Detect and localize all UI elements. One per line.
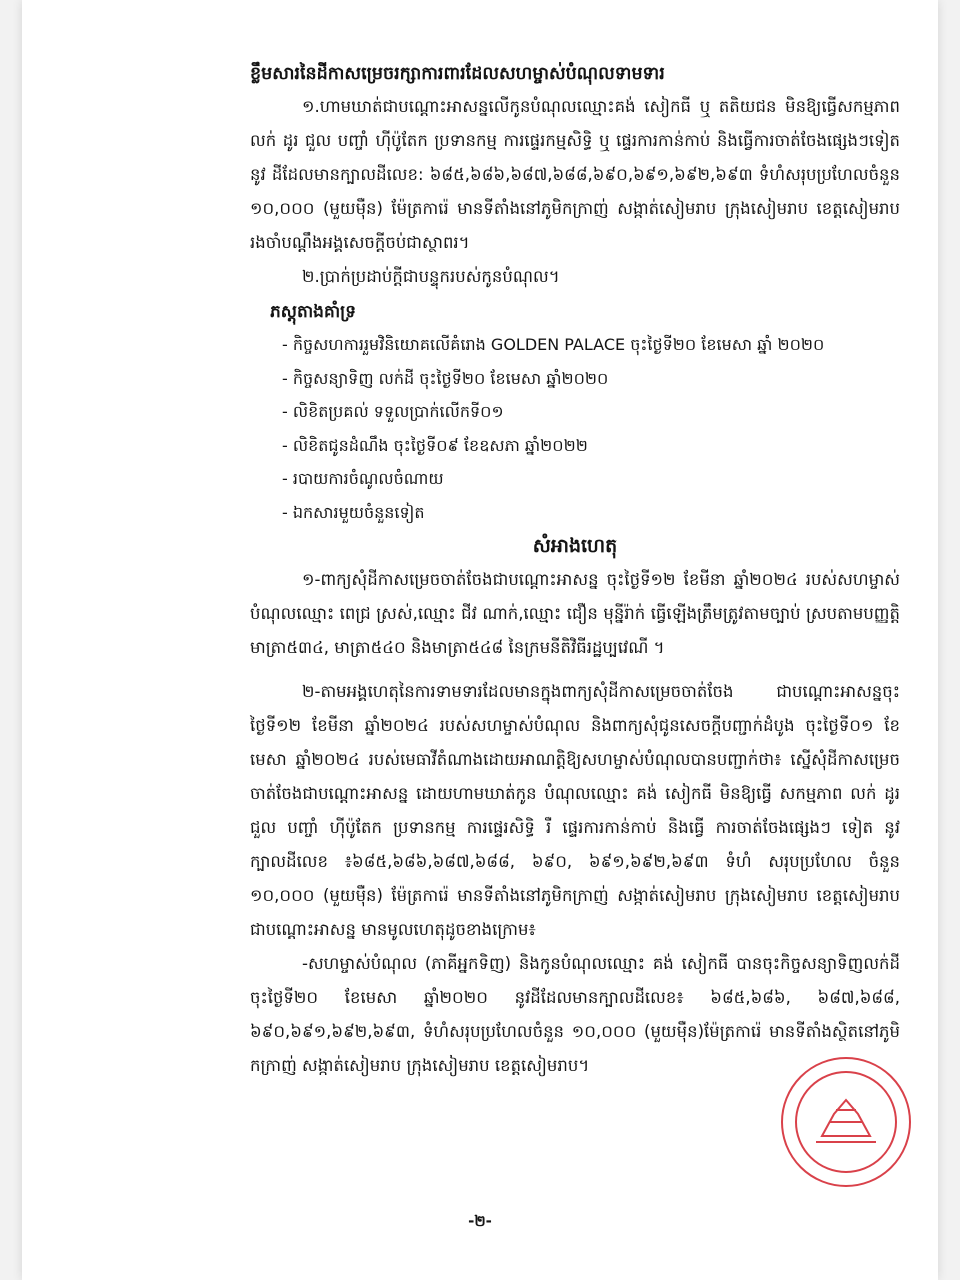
evidence-list <box>282 328 900 529</box>
request-paragraph-2: ២.ប្រាក់ប្រដាប់ក្តីជាបន្ទុករបស់កូនបំណុល។ <box>302 267 560 286</box>
seal-emblem <box>822 1100 870 1136</box>
official-seal-icon <box>776 1052 916 1192</box>
evidence-item: - កិច្ចសហការរួមវិនិយោគលើគំរោង GOLDEN PALACE ចុះថ្ងៃទី២០ ខែមេសា ឆ្នាំ ២០២០ <box>282 335 825 354</box>
evidence-title: ភស្តុតាងគាំទ្រ <box>270 302 356 322</box>
reason-paragraph-1: ១-ពាក្យសុំដីកាសម្រេចចាត់ចែងជាបណ្តោះអាសន្ន ចុះថ្ងៃទី១២ ខែមីនា ឆ្នាំ២០២៤ របស់សហម្ចាស់បំណុលឈ្មោះ ពេជ្រ ស្រស់,ឈ្មោះ ជីវ ណាក់,ឈ្មោះ ជឿន មុន្នីរ៉ាក់ ធ្វើឡើងត្រឹមត្រូវតាមច្បាប់ ស្របតាមបញ្ញត្តិមាត្រា៥៣៤, មាត្រា៥៤០ និងមាត្រា៥៤៨ នៃក្រមនីតិវិធីរដ្ឋប្បវេណី ។ <box>250 570 900 657</box>
request-paragraph-1: ១.ហាមឃាត់ជាបណ្តោះអាសន្នលើកូនបំណុលឈ្មោះគង់ សៀកធី ឬ តតិយជន មិនឱ្យធ្វើសកម្មភាពលក់ ដូរ ជួល បញ្ចាំ ហ៊ីប៉ូតែក ប្រទានកម្ម ការផ្ទេរកម្មសិទ្ធិ ឬ ផ្ទេរការកាន់កាប់ និងធ្វើការចាត់ចែងផ្សេងៗទៀតនូវ ដីដែលមានក្បាលដីលេខ: ៦៨៥,៦៨៦,៦៨៧,៦៨៨,៦៩០,៦៩១,៦៩២,៦៩៣ ទំហំសរុបប្រហែលចំនួន ១០,០០០ (មួយម៉ឺន) ម៉ែត្រការ៉េ មានទីតាំងនៅភូមិកក្រាញ់ សង្កាត់សៀមរាប ក្រុងសៀមរាប ខេត្តសៀមរាប រងចាំបណ្តឹងអង្គសេចក្តីចប់ជាស្ថាពរ។ <box>250 97 900 252</box>
reason-paragraph-2: ២-តាមអង្គហេតុនៃការទាមទារដែលមានក្នុងពាក្យសុំដីកាសម្រេចចាត់ចែង ជាបណ្តោះអាសន្នចុះថ្ងៃទី១២ ខែមីនា ឆ្នាំ២០២៤ របស់សហម្ចាស់បំណុល និងពាក្យសុំជូនសេចក្តីបញ្ជាក់ដំបូង ចុះថ្ងៃទី០១ ខែមេសា ឆ្នាំ២០២៤ របស់មេធាវីតំណាងដោយអាណត្តិឱ្យសហម្ចាស់បំណុលបានបញ្ជាក់ថា៖ ស្នើសុំដីកាសម្រេចចាត់ចែងជាបណ្តោះអាសន្ន ដោយហាមឃាត់កូន បំណុលឈ្មោះ គង់ សៀកធី មិនឱ្យធ្វើ សកម្មភាព លក់ ដូរ ជួល បញ្ចាំ ហ៊ីប៉ូតែក ប្រទានកម្ម ការផ្ទេរសិទ្ធិ រឺ ផ្ទេរការកាន់កាប់ និងធ្វើ ការចាត់ចែងផ្សេងៗ ទៀត នូវ ក្បាលដីលេខ ៖៦៨៥,៦៨៦,៦៨៧,៦៨៨, ៦៩០, ៦៩១,៦៩២,៦៩៣ ទំហំ សរុបប្រហែល ចំនួន ១០,០០០ (មួយម៉ឺន) ម៉ែត្រការ៉េ មានទីតាំងនៅភូមិកក្រាញ់ សង្កាត់សៀមរាប ក្រុងសៀមរាប ខេត្តសៀមរាប ជាបណ្តោះអាសន្ន មានមូលហេតុដូចខាងក្រោម៖ <box>250 682 900 939</box>
document-body <box>250 58 900 1083</box>
evidence-item: - លិខិតជូនដំណឹង ចុះថ្ងៃទី០៩ ខែឧសភា ឆ្នាំ២០២២ <box>282 435 588 455</box>
evidence-item: - លិខិតប្រគល់ ទទួលប្រាក់លើកទី០១ <box>282 402 504 421</box>
evidence-item: - របាយការចំណូលចំណាយ <box>282 469 444 488</box>
reason-paragraph-3: -សហម្ចាស់បំណុល (ភាគីអ្នកទិញ) និងកូនបំណុលឈ្មោះ គង់ សៀកធី បានចុះកិច្ចសន្យាទិញលក់ដីចុះថ្ងៃទី២០ ខែមេសា ឆ្នាំ២០២០ នូវដីដែលមានក្បាលដីលេខ៖ ៦៨៥,៦៨៦, ៦៨៧,៦៨៨, ៦៩០,៦៩១,៦៩២,៦៩៣, ទំហំសរុបប្រហែលចំនួន ១០,០០០ (មួយម៉ឺន)ម៉ែត្រការ៉េ មានទីតាំងស្ថិតនៅភូមិកក្រាញ់ សង្កាត់សៀមរាប ក្រុងសៀមរាប ខេត្តសៀមរាប។ <box>250 954 900 1075</box>
page-number: -២- <box>468 1212 492 1230</box>
paragraph-gap <box>250 665 900 675</box>
reasons-title: សំអាងហេតុ <box>532 535 618 557</box>
evidence-item: - ឯកសារមួយចំនួនទៀត <box>282 502 425 522</box>
section-heading: ខ្លឹមសារនៃដីកាសម្រេចរក្សាការពារដែលសហម្ចាស់បំណុលទាមទារ <box>250 64 665 84</box>
evidence-item: - កិច្ចសន្យាទិញ លក់ដី ចុះថ្ងៃទី២០ ខែមេសា ឆ្នាំ២០២០ <box>282 368 609 388</box>
document-page <box>22 0 938 1280</box>
